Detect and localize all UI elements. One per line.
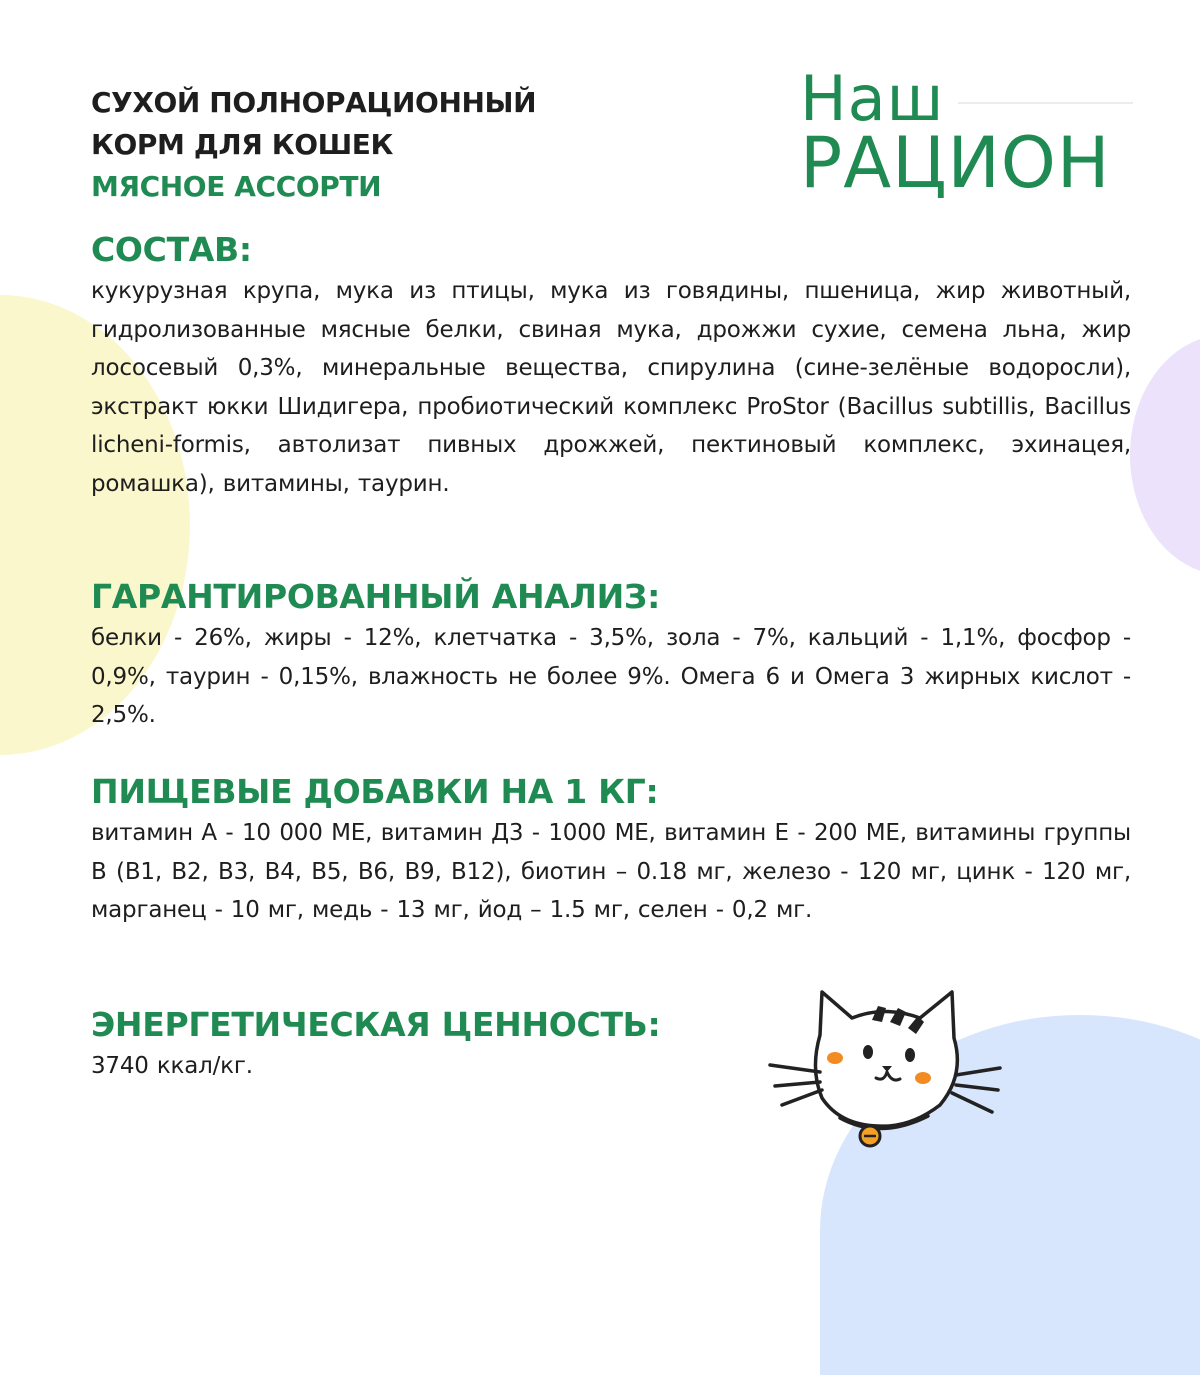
composition-title: СОСТАВ:: [91, 230, 252, 269]
analysis-title: ГАРАНТИРОВАННЫЙ АНАЛИЗ:: [91, 577, 660, 616]
purple-background-blob: [1130, 335, 1200, 575]
product-header: [91, 82, 536, 208]
logo-divider: [958, 102, 1133, 104]
additives-text: витамин А - 10 000 МЕ, витамин Д3 - 1000 МЕ, витамин Е - 200 МЕ, витамины группы В (В1, В2, В3, В4, В5, В6, В9, В12), биотин – 0.18 мг, железо - 120 мг, цинк - 120 мг, марганец - 10 мг, медь - 13 мг, йод – 1.5 мг, селен - 0,2 мг.: [91, 820, 1131, 923]
energy-text: 3740 ккал/кг.: [91, 1053, 253, 1079]
header-line-1: СУХОЙ ПОЛНОРАЦИОННЫЙ: [91, 86, 537, 119]
logo-word-top: Наш: [800, 62, 945, 135]
additives-section: [91, 770, 1131, 930]
additives-title: ПИЩЕВЫЕ ДОБАВКИ НА 1 КГ:: [91, 772, 659, 811]
analysis-section: [91, 575, 1131, 735]
brand-logo: [800, 62, 1135, 207]
composition-text: кукурузная крупа, мука из птицы, мука из говядины, пшеница, жир животный, гидролизованные мясные белки, свиная мука, дрожжи сухие, семена льна, жир лососевый 0,3%, минеральные вещества, спирулина (сине-зелёные водоросли), экстракт юкки Шидигера, пробиотический комплекс ProStor (Bacillus subtillis, Bacillus licheni-formis, автолизат пивных дрожжей, пектиновый комплекс, эхинацея, ромашка), витамины, таурин.: [91, 278, 1131, 497]
logo-word-bottom: РАЦИОН: [800, 122, 1111, 204]
cat-icon: [760, 980, 1020, 1155]
composition-section: [91, 228, 1131, 503]
analysis-text: белки - 26%, жиры - 12%, клетчатка - 3,5%, зола - 7%, кальций - 1,1%, фосфор - 0,9%, таурин - 0,15%, влажность не более 9%. Омега 6 и Омега 3 жирных кислот - 2,5%.: [91, 625, 1131, 728]
header-line-2: КОРМ ДЛЯ КОШЕК: [91, 128, 394, 161]
energy-title: ЭНЕРГЕТИЧЕСКАЯ ЦЕННОСТЬ:: [91, 1005, 661, 1044]
header-line-3: МЯСНОЕ АССОРТИ: [91, 170, 382, 203]
